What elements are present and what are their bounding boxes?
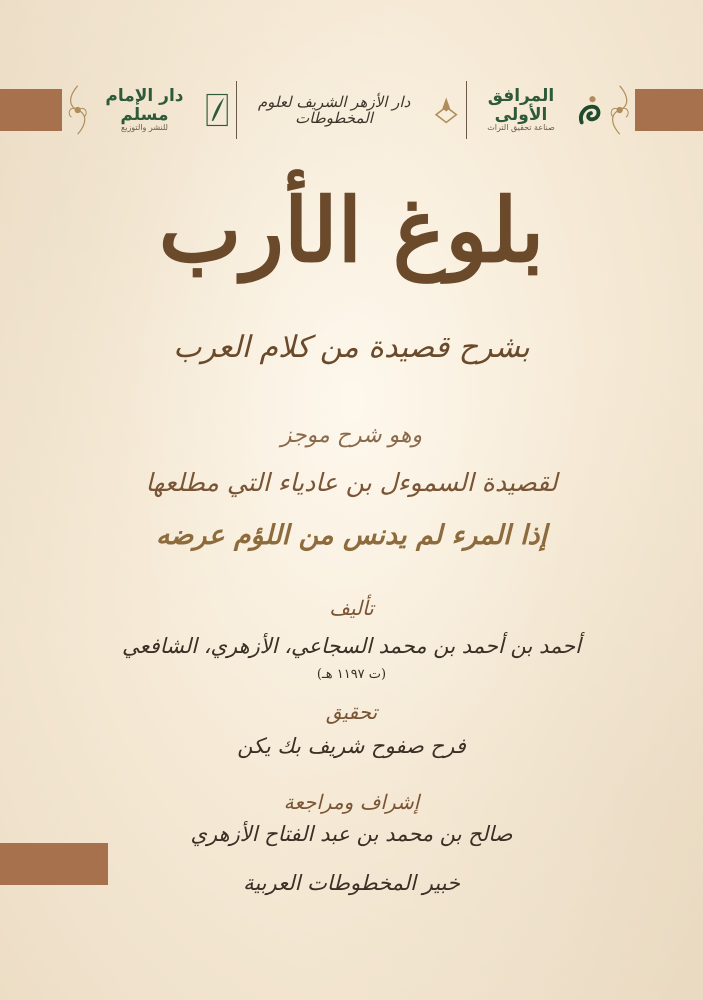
brand-mark-icon <box>577 86 603 134</box>
publisher-right-logo <box>473 86 604 134</box>
publisher-left-name: دار الإمام مسلم <box>105 85 184 125</box>
supervision-label: إشراف ومراجعة <box>283 790 420 814</box>
accent-bar-top-left <box>0 89 62 131</box>
publisher-right-tagline: صناعة تحقيق التراث <box>487 123 555 133</box>
description-line-2: لقصيدة السموءل بن عادياء التي مطلعها <box>145 468 558 497</box>
author-label: تأليف <box>329 596 374 620</box>
publisher-left-tagline: للنشر والتوزيع <box>120 123 168 133</box>
logo-divider <box>466 81 467 139</box>
publisher-middle-logo <box>243 86 460 134</box>
editor-label: تحقيق <box>325 700 378 724</box>
publisher-logos <box>62 70 635 150</box>
supervisor-title: خبير المخطوطات العربية <box>243 871 460 895</box>
publisher-right-text <box>473 87 570 133</box>
author-death-date: (ت ١١٩٧ هـ) <box>316 667 387 682</box>
opening-verse: إذا المرء لم يدنس من اللؤم عرضه <box>156 520 547 551</box>
quill-logo-icon <box>204 86 230 134</box>
publisher-left-logo <box>93 86 230 134</box>
floral-ornament-icon <box>604 75 635 145</box>
supervisor-name: صالح بن محمد بن عبد الفتاح الأزهري <box>190 822 513 846</box>
book-title: بلوغ الأرب <box>158 178 545 282</box>
publisher-right-name: المرافق الأولى <box>487 85 555 125</box>
accent-bar-top-right <box>635 89 703 131</box>
book-subtitle: بشرح قصيدة من كلام العرب <box>173 330 530 365</box>
publisher-left-text <box>93 87 195 133</box>
editor-name: فرح صفوح شريف بك يكن <box>237 734 466 758</box>
author-name: أحمد بن أحمد بن محمد السجاعي، الأزهري، الشافعي <box>122 634 581 658</box>
description-line-1: وهو شرح موجز <box>280 423 423 448</box>
publisher-middle-name: دار الأزهر الشريف لعلوم المخطوطات <box>257 92 411 127</box>
floral-ornament-icon <box>62 75 93 145</box>
book-pen-logo-icon <box>433 86 459 134</box>
logo-divider <box>236 81 237 139</box>
publisher-middle-text <box>243 94 426 127</box>
